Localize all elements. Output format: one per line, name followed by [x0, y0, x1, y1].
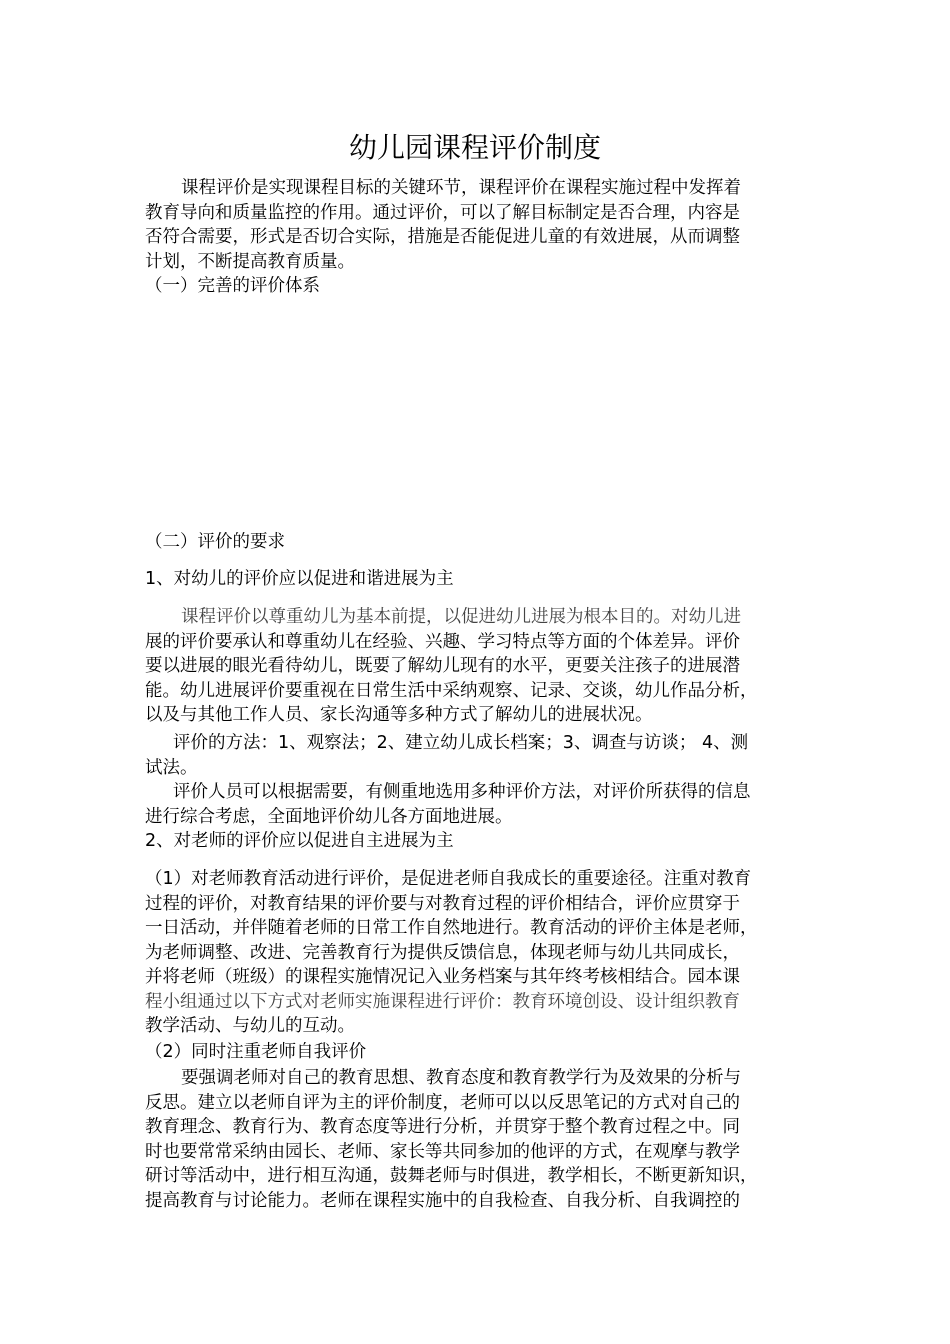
intro-line: 计划，不断提高教育质量。: [145, 251, 355, 272]
paragraph-line: 一日活动，并伴随着老师的日常工作自然地进行。教育活动的评价主体是老师，: [145, 918, 758, 938]
intro-line: 否符合需要，形式是否切合实际，措施是否能促进儿童的有效进展，从而调整: [145, 227, 740, 247]
sub1-heading: 1、对幼儿的评价应以促进和谐进展为主: [145, 569, 454, 589]
paragraph-line: 要以进展的眼光看待幼儿，既要了解幼儿现有的水平，更要关注孩子的进展潜: [145, 656, 740, 676]
methods-paragraph: [145, 731, 815, 780]
section2-heading: （二）评价的要求: [145, 532, 285, 552]
paragraph-line: （1）对老师教育活动进行评价，是促进老师自我成长的重要途径。注重对教育: [145, 869, 752, 889]
paragraph-line: 教学活动、与幼儿的互动。: [145, 1016, 355, 1036]
teacher-heading-2: （2）同时注重老师自我评价: [145, 1042, 367, 1062]
paragraph-line: 教育理念、教育行为、教育态度等进行分析，并贯穿于整个教育过程之中。同: [145, 1117, 740, 1137]
paragraph-line: 反思。建立以老师自评为主的评价制度，老师可以以反思笔记的方式对自己的: [145, 1092, 740, 1113]
sub2-heading: 2、对老师的评价应以促进自主进展为主: [145, 831, 454, 851]
document-title: 幼儿园课程评价制度: [348, 131, 601, 164]
paragraph-line: 评价人员可以根据需要，有侧重地选用多种评价方法，对评价所获得的信息: [173, 782, 751, 802]
paragraph-line: 进行综合考虑，全面地评价幼儿各方面地进展。: [145, 806, 513, 827]
intro-line: 教育导向和质量监控的作用。通过评价，可以了解目标制定是否合理，内容是: [145, 202, 740, 223]
teacher-paragraph-2: [145, 1066, 815, 1213]
paragraph-line: 课程评价以尊重幼儿为基本前提，以促进幼儿进展为根本目的。对幼儿进: [181, 607, 741, 627]
paragraph-line: 为老师调整、改进、完善教育行为提供反馈信息，体现老师与幼儿共同成长，: [145, 942, 740, 963]
teacher-paragraph-1: [145, 867, 815, 1039]
paragraph-line: 提高教育与讨论能力。老师在课程实施中的自我检查、自我分析、自我调控的: [145, 1190, 740, 1211]
paragraph-line: 程小组通过以下方式对老师实施课程进行评价：教育环境创设、设计组织教育: [145, 991, 740, 1012]
paragraph-line: 要强调老师对自己的教育思想、教育态度和教育教学行为及效果的分析与: [181, 1068, 741, 1088]
intro-line: 课程评价是实现课程目标的关键环节，课程评价在课程实施过程中发挥着: [181, 178, 741, 198]
intro-paragraph: [145, 176, 815, 274]
staff-paragraph: [145, 780, 815, 829]
paragraph-line: 评价的方法：1、观察法；2、建立幼儿成长档案；3、调查与访谈； 4、测: [173, 733, 749, 753]
sub1-paragraph: [145, 605, 815, 728]
paragraph-line: 过程的评价，对教育结果的评价要与对教育过程的评价相结合，评价应贯穿于: [145, 893, 740, 914]
paragraph-line: 展的评价要承认和尊重幼儿在经验、兴趣、学习特点等方面的个体差异。评价: [145, 631, 740, 652]
paragraph-line: 以及与其他工作人员、家长沟通等多种方式了解幼儿的进展状况。: [145, 705, 653, 725]
section1-heading: （一）完善的评价体系: [145, 276, 320, 296]
paragraph-line: 能。幼儿进展评价要重视在日常生活中采纳观察、记录、交谈，幼儿作品分析，: [145, 680, 758, 701]
paragraph-line: 并将老师（班级）的课程实施情况记入业务档案与其年终考核相结合。园本课: [145, 967, 740, 987]
paragraph-line: 试法。: [145, 757, 198, 778]
paragraph-line: 研讨等活动中，进行相互沟通，鼓舞老师与时俱进，教学相长，不断更新知识，: [145, 1166, 758, 1186]
paragraph-line: 时也要常常采纳由园长、老师、家长等共同参加的他评的方式，在观摩与教学: [145, 1141, 740, 1162]
